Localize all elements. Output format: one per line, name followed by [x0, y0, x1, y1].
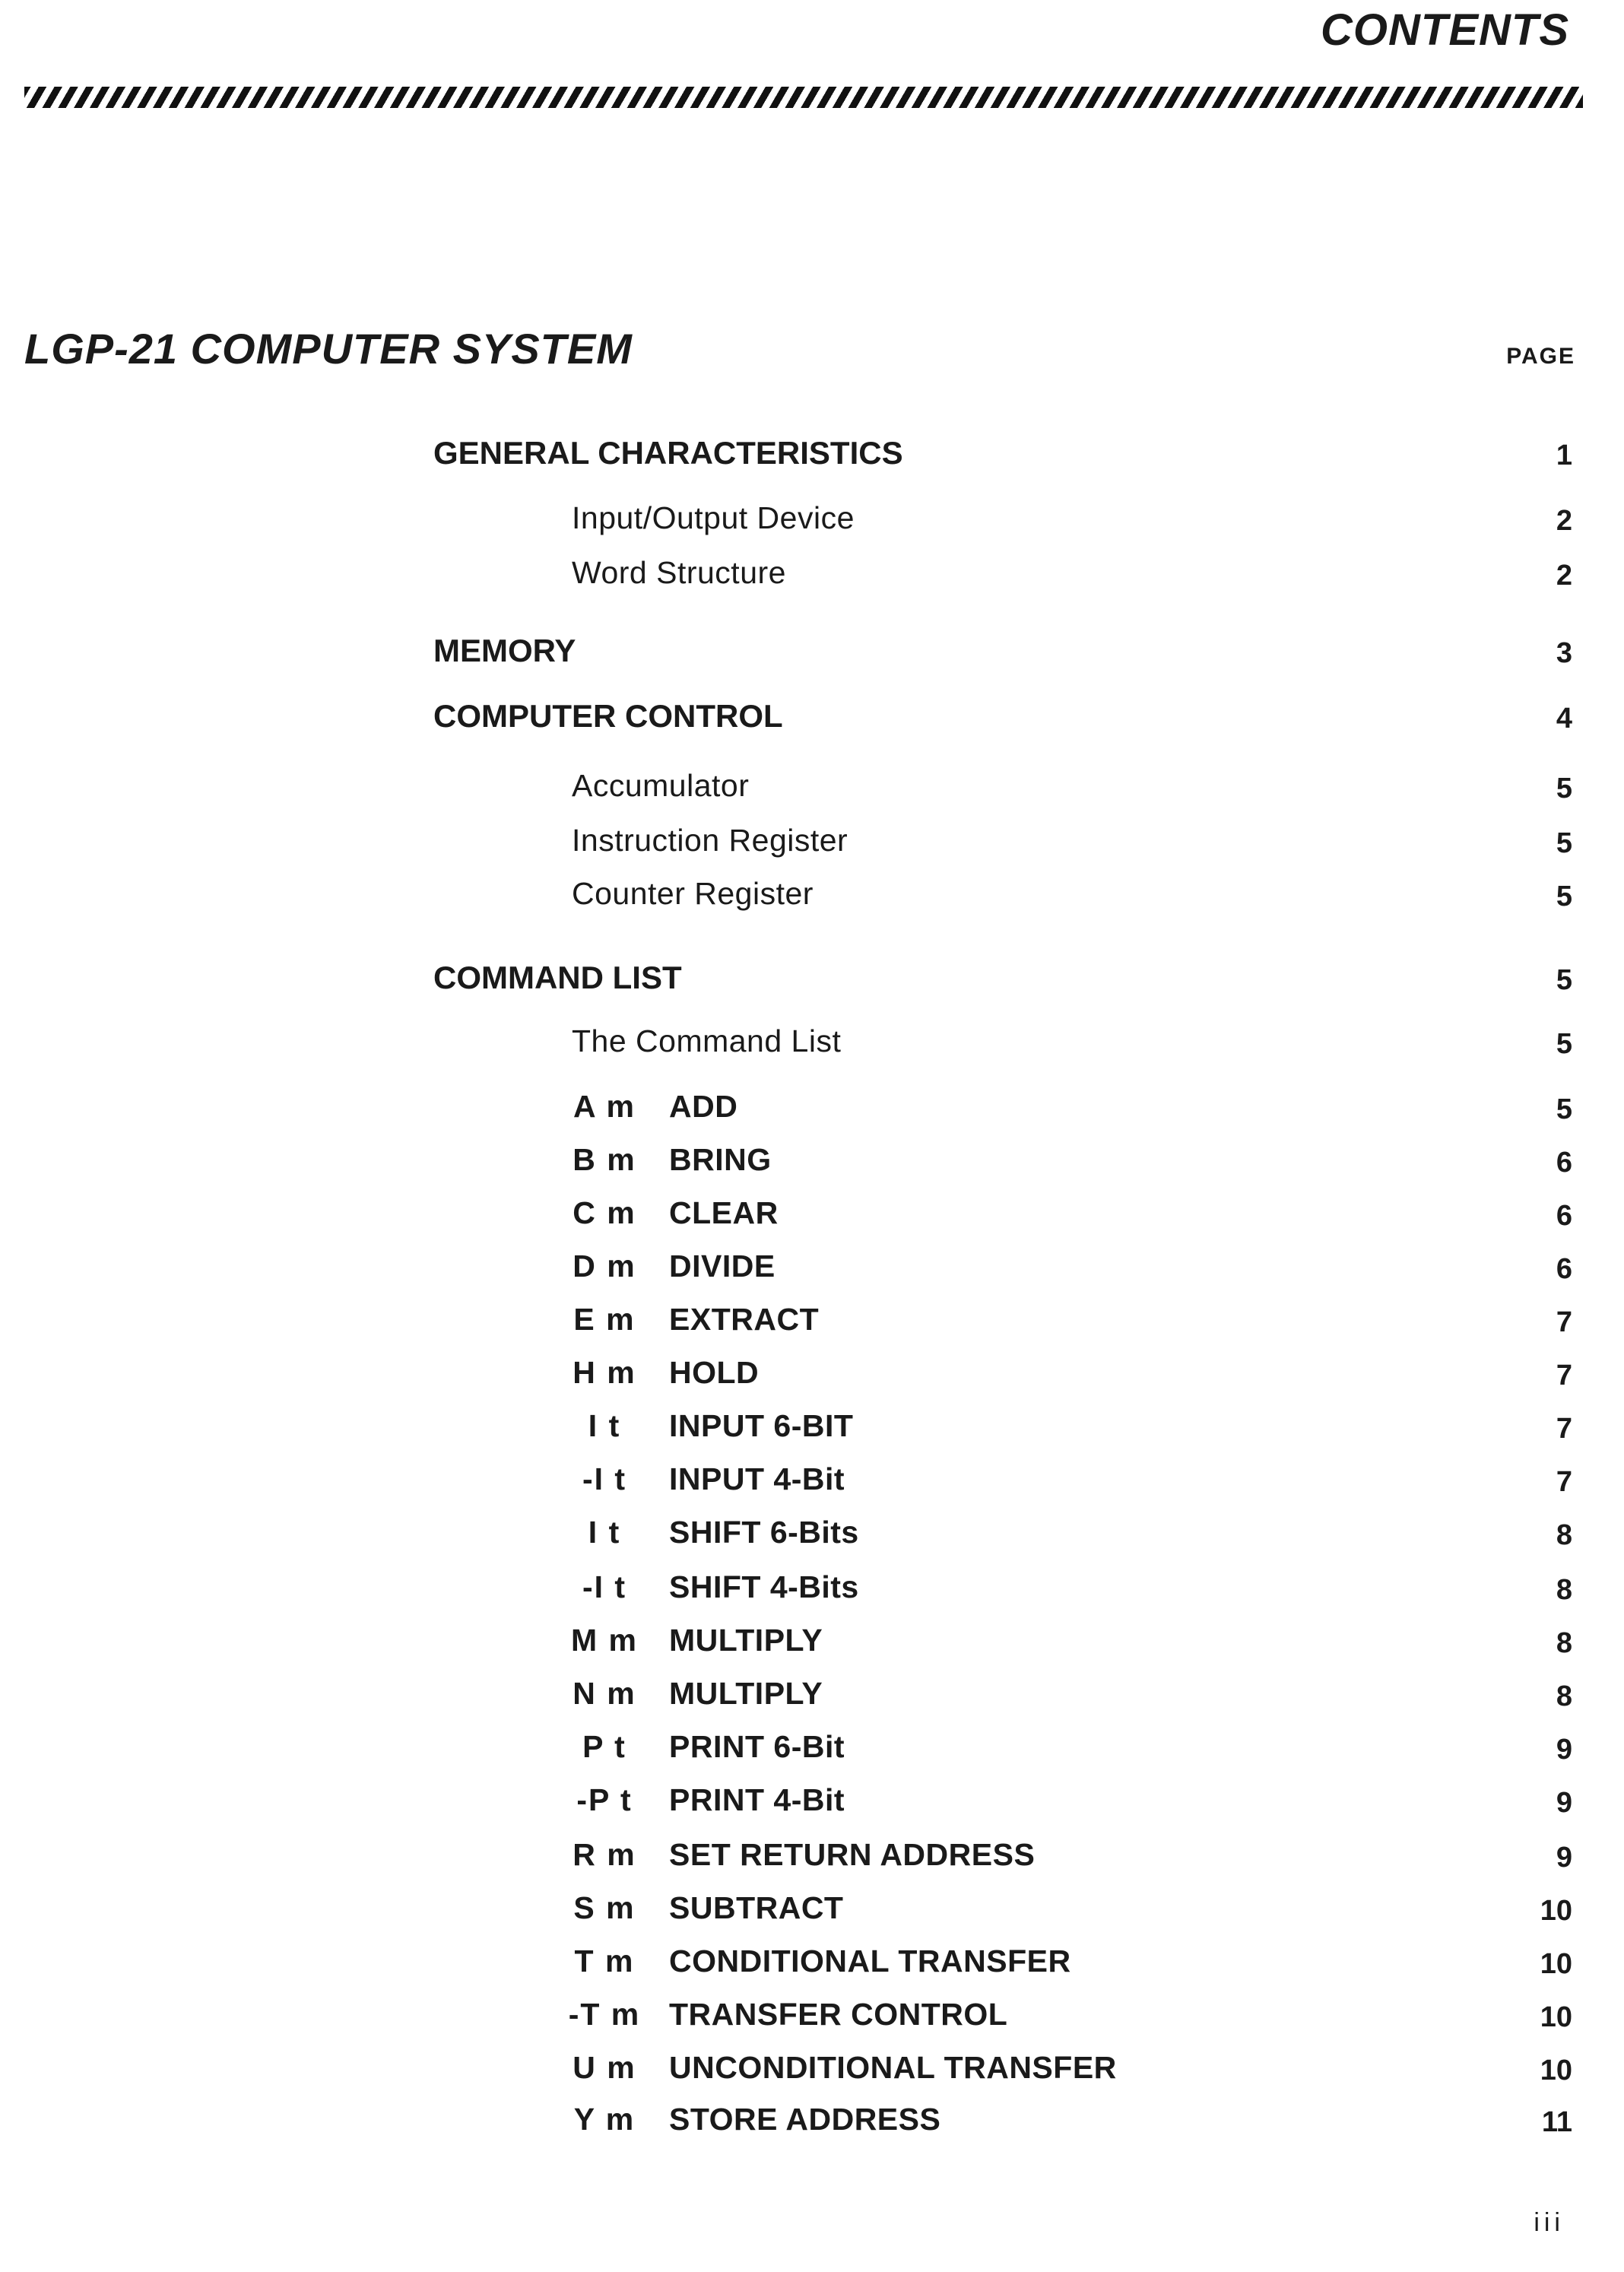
command-entry [0, 1997, 1624, 2042]
entry-page-number: 6 [1556, 1253, 1572, 1285]
entry-label: Word Structure [572, 555, 786, 590]
command-entry [0, 1302, 1624, 1347]
command-entry [0, 1890, 1624, 1936]
entry-page-number: 4 [1556, 703, 1572, 735]
entry-label: STORE ADDRESS [669, 2102, 941, 2137]
entry-page-number: 5 [1556, 773, 1572, 804]
entry-label: Counter Register [572, 876, 814, 911]
entry-page-number: 2 [1556, 505, 1572, 537]
command-entry [0, 2102, 1624, 2147]
command-code: -P t [576, 1782, 633, 1817]
entry-label: COMMAND LIST [433, 960, 682, 995]
entry-page-number: 11 [1541, 2106, 1572, 2138]
entry-page-number: 1 [1556, 439, 1572, 471]
command-entry [0, 1569, 1624, 1615]
command-entry [0, 1944, 1624, 1989]
entry-page-number: 10 [1540, 2055, 1572, 2086]
entry-label: MULTIPLY [669, 1623, 823, 1658]
entry-label: SET RETURN ADDRESS [669, 1837, 1036, 1872]
entry-page-number: 5 [1556, 827, 1572, 859]
command-code: I t [588, 1515, 621, 1550]
entry-page-number: 7 [1556, 1306, 1572, 1338]
entry-label: GENERAL CHARACTERISTICS [433, 435, 903, 471]
subsection-entry [0, 1023, 1624, 1069]
entry-page-number: 7 [1556, 1466, 1572, 1498]
entry-label: EXTRACT [669, 1302, 820, 1337]
entry-label: PRINT 6-Bit [669, 1729, 845, 1764]
command-entry [0, 1142, 1624, 1188]
entry-page-number: 7 [1556, 1413, 1572, 1445]
entry-label: INPUT 4-Bit [669, 1461, 845, 1496]
entry-page-number: 5 [1556, 1028, 1572, 1060]
entry-label: COMPUTER CONTROL [433, 698, 783, 734]
command-code: E m [573, 1302, 636, 1337]
section-entry [0, 435, 1624, 481]
command-code: -I t [582, 1461, 627, 1496]
command-code: S m [573, 1890, 636, 1925]
entry-page-number: 9 [1556, 1842, 1572, 1874]
command-code: A m [573, 1089, 636, 1124]
command-entry [0, 1676, 1624, 1721]
entry-label: Accumulator [572, 768, 750, 803]
command-code: I t [588, 1408, 621, 1443]
entry-page-number: 10 [1540, 1895, 1572, 1927]
subsection-entry [0, 876, 1624, 922]
command-code: P t [582, 1729, 626, 1764]
command-entry [0, 1249, 1624, 1294]
command-code: B m [573, 1142, 636, 1177]
command-entry [0, 1461, 1624, 1507]
subsection-entry [0, 500, 1624, 546]
header-stripe [24, 87, 1583, 108]
command-entry [0, 2050, 1624, 2096]
entry-page-number: 5 [1556, 881, 1572, 912]
entry-page-number: 10 [1540, 1948, 1572, 1980]
command-entry [0, 1089, 1624, 1134]
subsection-entry [0, 555, 1624, 601]
command-code: U m [573, 2050, 636, 2085]
entry-page-number: 8 [1556, 1574, 1572, 1606]
header-title: CONTENTS [1321, 5, 1569, 55]
command-entry [0, 1515, 1624, 1560]
entry-label: TRANSFER CONTROL [669, 1997, 1008, 2032]
command-code: T m [574, 1944, 635, 1978]
entry-page-number: 5 [1556, 964, 1572, 996]
subsection-entry [0, 823, 1624, 868]
entry-label: DIVIDE [669, 1249, 776, 1284]
entry-label: SHIFT 4-Bits [669, 1569, 859, 1604]
entry-label: HOLD [669, 1355, 760, 1390]
entry-label: SHIFT 6-Bits [669, 1515, 859, 1550]
page-folio: iii [1534, 2208, 1565, 2237]
entry-label: PRINT 4-Bit [669, 1782, 845, 1817]
command-code: -T m [568, 1997, 641, 2032]
entry-label: BRING [669, 1142, 772, 1177]
entry-page-number: 10 [1540, 2001, 1572, 2033]
entry-label: Input/Output Device [572, 500, 855, 535]
entry-page-number: 3 [1556, 637, 1572, 669]
entry-label: CONDITIONAL TRANSFER [669, 1944, 1071, 1978]
entry-label: Instruction Register [572, 823, 848, 858]
entry-label: UNCONDITIONAL TRANSFER [669, 2050, 1117, 2085]
command-code: H m [573, 1355, 636, 1390]
entry-label: CLEAR [669, 1195, 779, 1230]
entry-label: The Command List [572, 1023, 842, 1058]
page-column-label: PAGE [1506, 344, 1575, 369]
entry-page-number: 8 [1556, 1680, 1572, 1712]
entry-label: SUBTRACT [669, 1890, 844, 1925]
entry-label: MULTIPLY [669, 1676, 823, 1711]
entry-page-number: 9 [1556, 1787, 1572, 1819]
entry-page-number: 8 [1556, 1627, 1572, 1659]
command-code: -I t [582, 1569, 627, 1604]
document-title: LGP-21 COMPUTER SYSTEM [24, 325, 633, 373]
command-code: N m [573, 1676, 636, 1711]
entry-page-number: 7 [1556, 1360, 1572, 1391]
entry-page-number: 8 [1556, 1519, 1572, 1551]
command-entry [0, 1729, 1624, 1775]
command-code: M m [571, 1623, 638, 1658]
command-code: C m [573, 1195, 636, 1230]
entry-label: INPUT 6-BIT [669, 1408, 854, 1443]
command-entry [0, 1782, 1624, 1828]
entry-page-number: 2 [1556, 560, 1572, 592]
section-entry [0, 633, 1624, 678]
command-entry [0, 1355, 1624, 1401]
section-entry [0, 698, 1624, 744]
command-entry [0, 1837, 1624, 1883]
entry-page-number: 6 [1556, 1147, 1572, 1179]
command-entry [0, 1195, 1624, 1241]
section-entry [0, 960, 1624, 1005]
command-code: D m [573, 1249, 636, 1284]
entry-label: ADD [669, 1089, 738, 1124]
subsection-entry [0, 768, 1624, 814]
command-code: R m [573, 1837, 636, 1872]
entry-page-number: 5 [1556, 1093, 1572, 1125]
entry-label: MEMORY [433, 633, 576, 668]
entry-page-number: 6 [1556, 1200, 1572, 1232]
entry-page-number: 9 [1556, 1734, 1572, 1766]
command-entry [0, 1408, 1624, 1454]
command-entry [0, 1623, 1624, 1668]
command-code: Y m [573, 2102, 636, 2137]
